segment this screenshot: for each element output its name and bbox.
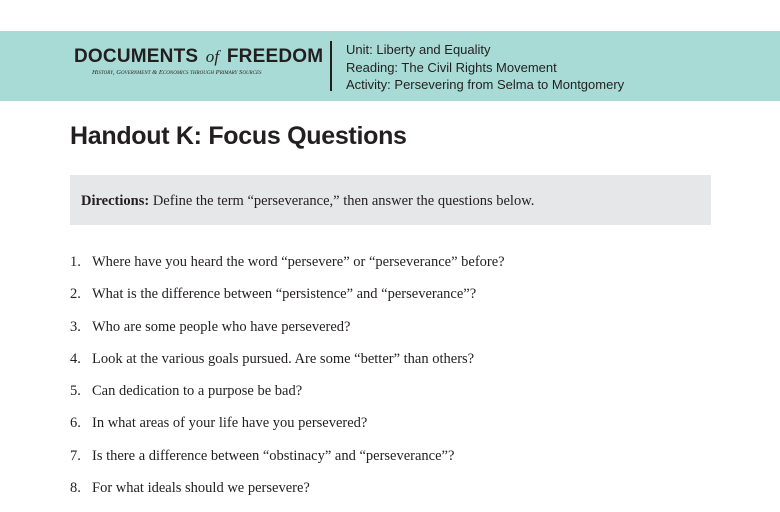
directions-box [70, 175, 711, 225]
question-item [70, 480, 505, 512]
brand-tagline: History, Government & Economics through Primary Sources [92, 69, 262, 76]
question-text: Look at the various goals pursued. Are some “better” than others? [92, 350, 475, 367]
question-number: 8. [70, 480, 81, 497]
unit-line: Unit: Liberty and Equality [346, 42, 491, 57]
brand-freedom: FREEDOM [226, 46, 324, 67]
question-number: 7. [70, 447, 81, 464]
question-number: 2. [70, 286, 81, 303]
question-item [70, 415, 505, 447]
question-text: Who are some people who have persevered? [92, 318, 351, 335]
activity-line: Activity: Persevering from Selma to Montgomery [346, 77, 625, 92]
brand-logo [74, 46, 324, 76]
header-divider [330, 41, 332, 91]
question-item [70, 254, 505, 286]
question-number: 3. [70, 318, 81, 335]
question-item [70, 448, 505, 480]
question-number: 1. [70, 254, 81, 270]
question-number: 6. [70, 415, 81, 432]
question-text: Can dedication to a purpose be bad? [92, 383, 303, 400]
question-item [70, 319, 505, 351]
unit-info [346, 41, 624, 94]
directions-text: Define the term “perseverance,” then answer the questions below. [152, 193, 535, 209]
question-text: For what ideals should we persevere? [92, 480, 310, 497]
page-title: Handout K: Focus Questions [70, 122, 407, 150]
question-number: 4. [70, 350, 81, 367]
focus-questions-list [70, 254, 505, 512]
question-text: Where have you heard the word “persevere” or “perseverance” before? [92, 254, 505, 270]
brand-title [74, 46, 324, 68]
question-item [70, 383, 505, 415]
question-item [70, 286, 505, 318]
header-band [0, 31, 780, 101]
question-number: 5. [70, 383, 81, 400]
brand-of: of [205, 47, 220, 66]
brand-documents: DOCUMENTS [74, 46, 199, 67]
question-item [70, 351, 505, 383]
directions-label: Directions: [81, 193, 150, 209]
question-text: In what areas of your life have you persevered? [92, 415, 368, 432]
reading-line: Reading: The Civil Rights Movement [346, 59, 557, 75]
question-text: Is there a difference between “obstinacy” and “perseverance”? [92, 447, 455, 464]
question-text: What is the difference between “persistence” and “perseverance”? [92, 286, 477, 303]
